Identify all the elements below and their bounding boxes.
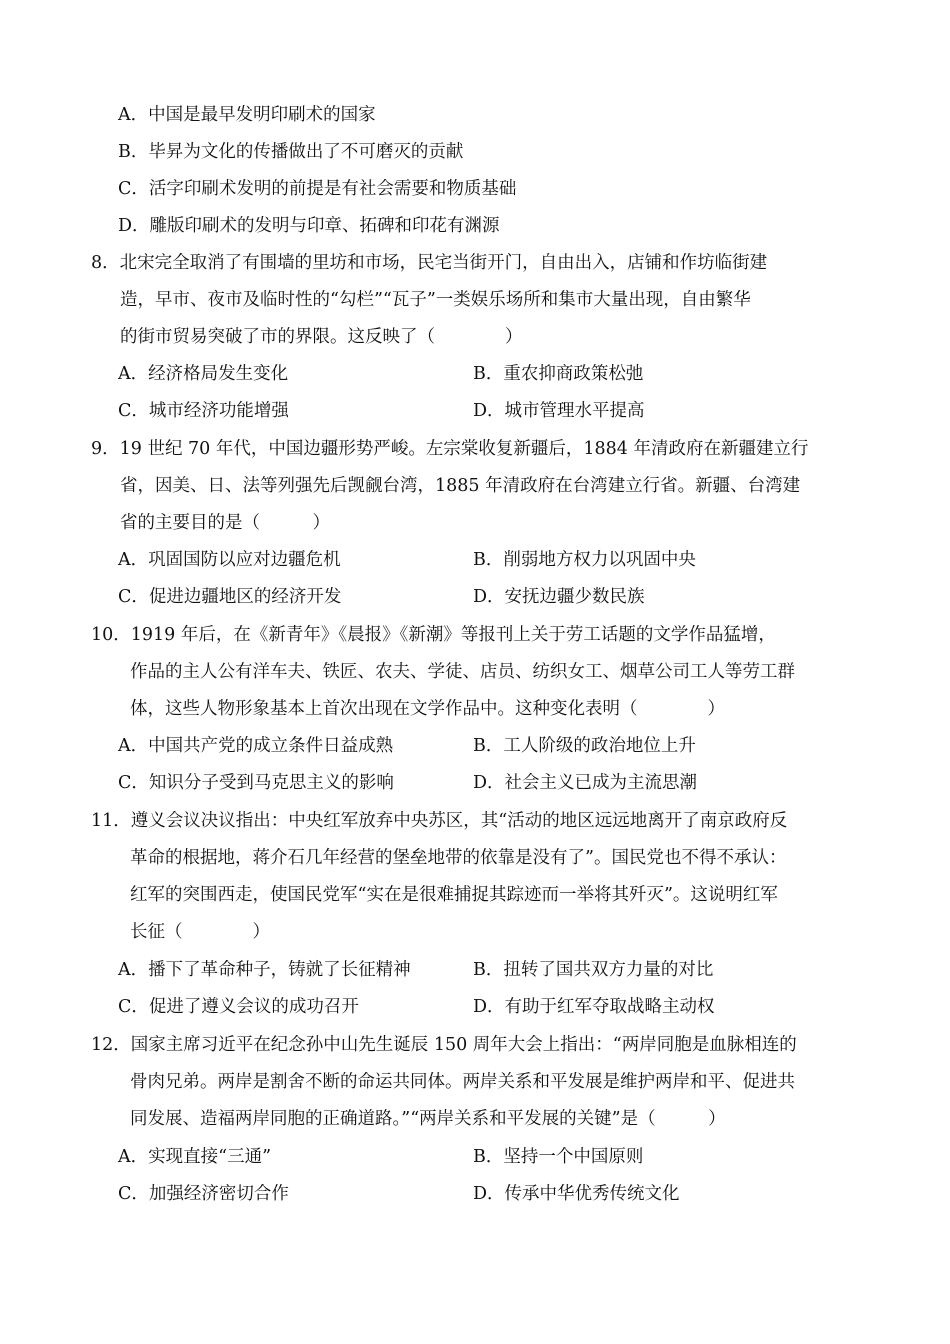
q7-option-b: B．毕昇为文化的传播做出了不可磨灭的贡献 <box>118 142 464 162</box>
q8-option-a: A．经济格局发生变化 <box>118 364 289 384</box>
q12-stem-line-2: 骨肉兄弟。两岸是割舍不断的命运共同体。两岸关系和平发展是维护两岸和平、促进共 <box>130 1072 795 1092</box>
q7-option-a: A．中国是最早发明印刷术的国家 <box>118 105 376 125</box>
q8-option-c: C．城市经济功能增强 <box>118 401 289 421</box>
q10-stem-line-2: 作品的主人公有洋车夫、铁匠、农夫、学徒、店员、纺织女工、烟草公司工人等劳工群 <box>130 662 795 682</box>
q11-stem-line-3: 红军的突围西走，使国民党军“实在是很难捕捉其踪迹而一举将其歼灭”。这说明红军 <box>130 885 778 905</box>
q9-stem-line-1: 9．19 世纪 70 年代，中国边疆形势严峻。左宗棠收复新疆后，1884 年清政府在新疆建立行 <box>91 439 809 459</box>
q11-option-c: C．促进了遵义会议的成功召开 <box>118 997 359 1017</box>
q12-option-a: A．实现直接“三通” <box>118 1147 272 1167</box>
q8-stem-line-2: 造，早市、夜市及临时性的“勾栏”“瓦子”一类娱乐场所和集市大量出现，自由繁华 <box>120 290 751 310</box>
q9-option-c: C．促进边疆地区的经济开发 <box>118 587 342 607</box>
q8-stem-line-3: 的街市贸易突破了市的界限。这反映了（ ） <box>120 327 523 347</box>
q9-option-b: B．削弱地方权力以巩固中央 <box>473 550 696 570</box>
q7-option-d: D．雕版印刷术的发明与印章、拓碑和印花有渊源 <box>118 216 500 236</box>
q9-stem-line-2: 省，因美、日、法等列强先后觊觎台湾，1885 年清政府在台湾建立行省。新疆、台湾建 <box>120 476 801 496</box>
q8-option-d: D．城市管理水平提高 <box>473 401 645 421</box>
q12-option-b: B．坚持一个中国原则 <box>473 1147 644 1167</box>
q10-option-c: C．知识分子受到马克思主义的影响 <box>118 773 394 793</box>
q9-option-a: A．巩固国防以应对边疆危机 <box>118 550 341 570</box>
q8-option-b: B．重农抑商政策松弛 <box>473 364 644 384</box>
q10-option-b: B．工人阶级的政治地位上升 <box>473 736 696 756</box>
q11-option-d: D．有助于红军夺取战略主动权 <box>473 997 715 1017</box>
q9-stem-line-3: 省的主要目的是（ ） <box>120 513 330 533</box>
q11-option-a: A．播下了革命种子，铸就了长征精神 <box>118 960 411 980</box>
q10-stem-line-1: 10．1919 年后，在《新青年》《晨报》《新潮》等报刊上关于劳工话题的文学作品猛增， <box>91 625 776 645</box>
q12-stem-line-3: 同发展、造福两岸同胞的正确道路。”“两岸关系和平发展的关键”是（ ） <box>130 1109 726 1129</box>
q10-option-a: A．中国共产党的成立条件日益成熟 <box>118 736 394 756</box>
q12-option-d: D．传承中华优秀传统文化 <box>473 1184 680 1204</box>
q9-option-d: D．安抚边疆少数民族 <box>473 587 645 607</box>
q11-stem-line-2: 革命的根据地，蒋介石几年经营的堡垒地带的依靠是没有了”。国民党也不得不承认： <box>130 848 787 868</box>
q7-option-c: C．活字印刷术发明的前提是有社会需要和物质基础 <box>118 179 517 199</box>
q10-option-d: D．社会主义已成为主流思潮 <box>473 773 698 793</box>
q11-option-b: B．扭转了国共双方力量的对比 <box>473 960 714 980</box>
q12-stem-line-1: 12．国家主席习近平在纪念孙中山先生诞辰 150 周年大会上指出：“两岸同胞是血脉相连的 <box>91 1035 797 1055</box>
q12-option-c: C．加强经济密切合作 <box>118 1184 289 1204</box>
q8-stem-line-1: 8．北宋完全取消了有围墙的里坊和市场，民宅当街开门，自由出入，店铺和作坊临街建 <box>91 253 768 273</box>
q10-stem-line-3: 体，这些人物形象基本上首次出现在文学作品中。这种变化表明（ ） <box>130 699 725 719</box>
q11-stem-line-1: 11．遵义会议决议指出：中央红军放弃中央苏区，其“活动的地区远远地离开了南京政府反 <box>91 811 788 831</box>
q11-stem-line-4: 长征（ ） <box>130 922 270 942</box>
